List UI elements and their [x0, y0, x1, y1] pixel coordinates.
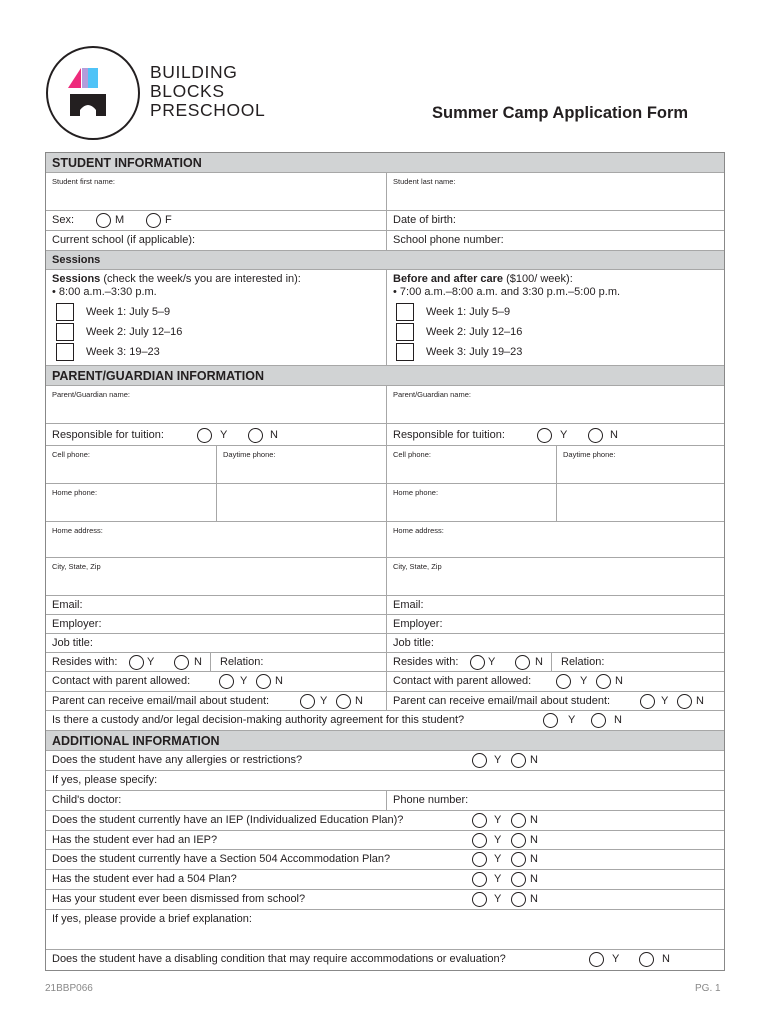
guardian1-address-field[interactable]: Home address: [52, 526, 103, 535]
allergies-y-label: Y [494, 754, 502, 766]
guardian2-resides-y-radio[interactable] [470, 655, 485, 670]
tuition-row [46, 424, 724, 446]
guardian2-resides-label: Resides with: [393, 656, 459, 668]
guardian2-address-field[interactable]: Home address: [386, 522, 724, 557]
guardian2-job-field[interactable]: Job title: [386, 634, 724, 652]
disabling-n-label: N [662, 953, 670, 965]
allergies-label: Does the student have any allergies or restrictions? [52, 754, 303, 766]
plan504-ever-n-radio[interactable] [511, 872, 526, 887]
guardian1-daytime-field[interactable]: Daytime phone: [216, 446, 386, 483]
dismissed-n-label: N [530, 893, 538, 905]
iep-ever-y-radio[interactable] [472, 833, 487, 848]
guardian1-resides-y-label: Y [147, 656, 155, 668]
guardian1-tuition-y-radio[interactable] [197, 428, 212, 443]
logo-line-2: BLOCKS [150, 81, 225, 101]
iep-ever-y-label: Y [494, 834, 502, 846]
sex-dob-row [46, 211, 724, 231]
guardian2-employer-field[interactable]: Employer: [386, 615, 724, 633]
care-week1-checkbox[interactable] [396, 303, 414, 321]
plan504-current-n-radio[interactable] [511, 852, 526, 867]
current-school-field[interactable]: Current school (if applicable): [52, 234, 196, 246]
plan504-current-label: Does the student currently have a Section 504 Accommodation Plan? [52, 853, 391, 865]
custody-y-radio[interactable] [543, 713, 558, 728]
section-header-guardian: PARENT/GUARDIAN INFORMATION [46, 366, 724, 386]
iep-current-y-label: Y [494, 814, 502, 826]
first-name-field[interactable]: Student first name: [52, 177, 115, 186]
sessions-row [46, 270, 724, 366]
form-title: Summer Camp Application Form [432, 104, 689, 122]
plan504-ever-y-radio[interactable] [472, 872, 487, 887]
guardian2-email-field[interactable]: Email: [386, 596, 724, 614]
contact-row [46, 672, 724, 692]
email-row [46, 596, 724, 615]
guardian2-resides-n-label: N [535, 656, 543, 668]
section-header-student: STUDENT INFORMATION [46, 153, 724, 173]
guardian2-tuition-label: Responsible for tuition: [393, 429, 505, 441]
guardian2-contact-y-label: Y [580, 675, 588, 687]
allergies-y-radio[interactable] [472, 753, 487, 768]
guardian1-receive-n-radio[interactable] [336, 694, 351, 709]
guardian1-tuition-y-label: Y [220, 429, 228, 441]
specify-row [46, 771, 724, 791]
guardian2-resides-y-label: Y [488, 656, 496, 668]
receive-mail-row [46, 692, 724, 711]
dismissed-y-radio[interactable] [472, 892, 487, 907]
disabling-y-label: Y [612, 953, 620, 965]
home-phone-row [46, 484, 724, 522]
session-week3-checkbox[interactable] [56, 343, 74, 361]
guardian1-receive-y-label: Y [320, 695, 328, 707]
guardian1-contact-y-label: Y [240, 675, 248, 687]
custody-n-radio[interactable] [591, 713, 606, 728]
session-week1-checkbox[interactable] [56, 303, 74, 321]
plan504-ever-n-label: N [530, 873, 538, 885]
care-week2-label: Week 2: July 12–16 [426, 326, 523, 338]
guardian1-employer-field[interactable]: Employer: [52, 618, 102, 630]
guardian2-name-field[interactable]: Parent/Guardian name: [386, 386, 724, 423]
guardian1-resides-label: Resides with: [52, 656, 118, 668]
logo-line-3: PRESCHOOL [150, 100, 266, 120]
doctor-field[interactable]: Child's doctor: [52, 794, 122, 806]
explain-field[interactable]: If yes, please provide a brief explanation: [52, 913, 252, 925]
iep-ever-label: Has the student ever had an IEP? [52, 834, 218, 846]
form-code: 21BBP066 [45, 983, 93, 994]
guardian2-tuition-y-radio[interactable] [537, 428, 552, 443]
allergies-row [46, 751, 724, 771]
allergies-n-radio[interactable] [511, 753, 526, 768]
sex-m-radio[interactable] [96, 213, 111, 228]
guardian2-daytime-field[interactable]: Daytime phone: [556, 446, 724, 483]
guardian1-city-field[interactable]: City, State, Zip [52, 562, 101, 571]
plan504-ever-y-label: Y [494, 873, 502, 885]
school-phone-field[interactable]: School phone number: [386, 231, 724, 250]
guardian1-receive-n-label: N [355, 695, 363, 707]
guardian1-resides-y-radio[interactable] [129, 655, 144, 670]
care-week3-checkbox[interactable] [396, 343, 414, 361]
guardian1-name-field[interactable]: Parent/Guardian name: [52, 390, 130, 399]
guardian1-home-phone-field[interactable]: Home phone: [52, 488, 98, 497]
iep-current-n-label: N [530, 814, 538, 826]
care-title: Before and after care [393, 273, 504, 285]
dismissed-y-label: Y [494, 893, 502, 905]
guardian2-tuition-n-radio[interactable] [588, 428, 603, 443]
guardian2-relation-field[interactable]: Relation: [561, 656, 605, 668]
guardian2-receive-y-label: Y [661, 695, 669, 707]
sessions-time: • 8:00 a.m.–3:30 p.m. [52, 286, 157, 298]
guardian1-contact-y-radio[interactable] [219, 674, 234, 689]
iep-current-row [46, 811, 724, 831]
logo-circle [46, 46, 140, 140]
building-blocks-logo-icon [48, 48, 138, 138]
session-week3-label: Week 3: 19–23 [86, 346, 160, 358]
plan504-current-y-label: Y [494, 853, 502, 865]
iep-current-label: Does the student currently have an IEP (Individualized Education Plan)? [52, 814, 404, 826]
plan504-ever-label: Has the student ever had a 504 Plan? [52, 873, 237, 885]
iep-current-n-radio[interactable] [511, 813, 526, 828]
guardian2-receive-n-radio[interactable] [677, 694, 692, 709]
guardian1-tuition-label: Responsible for tuition: [52, 429, 164, 441]
guardian1-receive-y-radio[interactable] [300, 694, 315, 709]
guardian1-contact-n-radio[interactable] [256, 674, 271, 689]
care-week1-label: Week 1: July 5–9 [426, 306, 511, 318]
guardian2-contact-n-radio[interactable] [596, 674, 611, 689]
custody-y-label: Y [568, 714, 576, 726]
guardian2-receive-label: Parent can receive email/mail about student: [393, 695, 611, 707]
dob-field[interactable]: Date of birth: [386, 211, 724, 230]
guardian2-receive-y-radio[interactable] [640, 694, 655, 709]
sex-f-label: F [165, 214, 172, 226]
guardian1-relation-field[interactable]: Relation: [220, 656, 264, 668]
specify-field[interactable]: If yes, please specify: [52, 774, 158, 786]
guardian1-resides-n-label: N [194, 656, 202, 668]
guardian1-receive-label: Parent can receive email/mail about student: [52, 695, 270, 707]
care-time: • 7:00 a.m.–8:00 a.m. and 3:30 p.m.–5:00 p.m. [393, 286, 621, 298]
plan504-ever-row [46, 870, 724, 890]
job-row [46, 634, 724, 653]
disabling-row [46, 950, 724, 970]
city-row [46, 558, 724, 596]
guardian1-tuition-n-label: N [270, 429, 278, 441]
disabling-n-radio[interactable] [639, 952, 654, 967]
plan504-current-row [46, 850, 724, 870]
disabling-y-radio[interactable] [589, 952, 604, 967]
guardian1-tuition-n-radio[interactable] [248, 428, 263, 443]
guardian2-receive-n-label: N [696, 695, 704, 707]
guardian1-email-field[interactable]: Email: [52, 599, 83, 611]
guardian1-contact-label: Contact with parent allowed: [52, 675, 191, 687]
school-row [46, 231, 724, 251]
care-note: ($100/ week): [503, 273, 573, 285]
sex-f-radio[interactable] [146, 213, 161, 228]
logo-text [150, 63, 265, 120]
care-week3-label: Week 3: July 19–23 [426, 346, 523, 358]
resides-row [46, 653, 724, 672]
doctor-row [46, 791, 724, 811]
employer-row [46, 615, 724, 634]
guardian2-tuition-y-label: Y [560, 429, 568, 441]
guardian2-contact-label: Contact with parent allowed: [393, 675, 532, 687]
application-form [45, 152, 725, 971]
guardian1-contact-n-label: N [275, 675, 283, 687]
iep-ever-n-label: N [530, 834, 538, 846]
dismissed-n-radio[interactable] [511, 892, 526, 907]
last-name-field[interactable]: Student last name: [386, 173, 724, 210]
sex-m-label: M [115, 214, 125, 226]
custody-label: Is there a custody and/or legal decision-making authority agreement for this student? [52, 714, 465, 726]
guardian1-resides-n-radio[interactable] [174, 655, 189, 670]
custody-row [46, 711, 724, 731]
session-week2-checkbox[interactable] [56, 323, 74, 341]
logo-line-1: BUILDING [150, 62, 238, 82]
disabling-label: Does the student have a disabling condition that may require accommodations or evaluation? [52, 953, 506, 965]
guardian2-contact-y-radio[interactable] [556, 674, 571, 689]
section-header-sessions: Sessions [46, 251, 724, 270]
session-week1-label: Week 1: July 5–9 [86, 306, 171, 318]
sessions-note: (check the week/s you are interested in): [100, 273, 301, 285]
guardian2-home-phone-field[interactable]: Home phone: [386, 484, 556, 521]
section-header-additional: ADDITIONAL INFORMATION [46, 731, 724, 751]
explain-row [46, 910, 724, 950]
allergies-n-label: N [530, 754, 538, 766]
student-name-row [46, 173, 724, 211]
guardian1-cell-field[interactable]: Cell phone: [52, 450, 90, 459]
plan504-current-n-label: N [530, 853, 538, 865]
guardian2-cell-field[interactable]: Cell phone: [386, 446, 556, 483]
guardian2-contact-n-label: N [615, 675, 623, 687]
home-address-row [46, 522, 724, 558]
session-week2-label: Week 2: July 12–16 [86, 326, 183, 338]
guardian-name-row [46, 386, 724, 424]
plan504-current-y-radio[interactable] [472, 852, 487, 867]
guardian2-city-field[interactable]: City, State, Zip [386, 558, 724, 595]
guardian2-tuition-n-label: N [610, 429, 618, 441]
guardian2-resides-n-radio[interactable] [515, 655, 530, 670]
page-number: PG. 1 [695, 983, 721, 994]
phone-row [46, 446, 724, 484]
dismissed-row [46, 890, 724, 910]
doctor-phone-field[interactable]: Phone number: [386, 791, 724, 810]
care-week2-checkbox[interactable] [396, 323, 414, 341]
iep-current-y-radio[interactable] [472, 813, 487, 828]
guardian1-job-field[interactable]: Job title: [52, 637, 93, 649]
sex-label: Sex: [52, 214, 75, 226]
custody-n-label: N [614, 714, 622, 726]
sessions-title: Sessions [52, 273, 101, 285]
iep-ever-n-radio[interactable] [511, 833, 526, 848]
iep-ever-row [46, 831, 724, 850]
dismissed-label: Has your student ever been dismissed from school? [52, 893, 306, 905]
